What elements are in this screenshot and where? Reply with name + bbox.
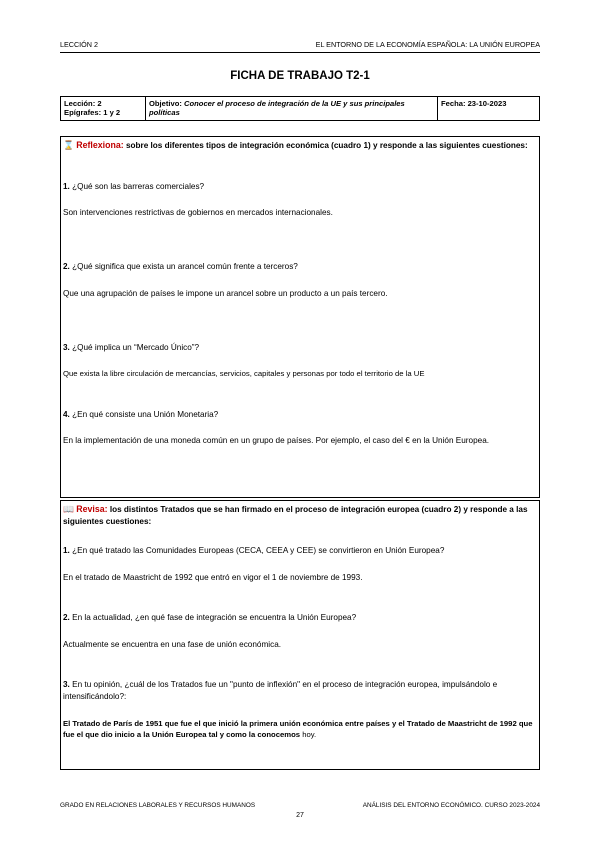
book-icon: 📖: [63, 504, 74, 514]
s1-q4-text: ¿En qué consiste una Unión Monetaria?: [72, 410, 219, 419]
page-header: [60, 40, 540, 53]
s1-question-3: [63, 342, 537, 354]
s2-answer-2: Actualmente se encuentra en una fase de unión económica.: [63, 640, 282, 649]
s1-answer-3: Que exista la libre circulación de mercancías, servicios, capitales y personas por todo el territorio de la UE: [63, 369, 425, 378]
reflexiona-section: [60, 136, 540, 498]
meta-table: [60, 96, 540, 121]
s2-answer-3-rest: hoy.: [300, 729, 317, 739]
s1-q2-number: 2.: [63, 262, 70, 271]
reflexiona-intro: [63, 139, 537, 152]
s2-answer-1: En el tratado de Maastricht de 1992 que entró en vigor el 1 de noviembre de 1993.: [63, 573, 363, 582]
hourglass-icon: ⌛: [63, 140, 74, 150]
s2-q2-text: En la actualidad, ¿en qué fase de integración se encuentra la Unión Europea?: [72, 613, 357, 622]
meta-objective-label: Objetivo:: [149, 99, 182, 108]
s1-question-1: [63, 181, 537, 193]
meta-objective-text: Conocer el proceso de integración de la UE y sus principales políticas: [149, 99, 405, 118]
s1-answer-4: En la implementación de una moneda común en un grupo de países. Por ejemplo, el caso del € en la Unión Europea.: [63, 436, 490, 445]
s1-question-4: [63, 409, 537, 421]
s2-question-2: [63, 612, 537, 624]
s1-answer-1: Son intervenciones restrictivas de gobiernos en mercados internacionales.: [63, 208, 333, 217]
revisa-heading: Revisa:: [76, 504, 108, 514]
meta-objective-cell: [146, 97, 438, 121]
s1-q1-number: 1.: [63, 182, 70, 191]
reflexiona-intro-text: sobre los diferentes tipos de integración económica (cuadro 1) y responde a las siguientes cuestiones:: [125, 141, 528, 150]
s2-q3-number: 3.: [63, 680, 70, 689]
s2-answer-3: [63, 719, 537, 741]
s2-question-1: [63, 545, 537, 557]
s1-question-2: [63, 261, 537, 273]
s2-question-3: [63, 679, 537, 702]
reflexiona-heading: Reflexiona:: [76, 140, 124, 150]
meta-lesson: Lección: 2: [64, 99, 102, 108]
revisa-intro-text: los distintos Tratados que se han firmado en el proceso de integración europea (cuadro 2) y responde a las siguientes cuestiones:: [63, 505, 528, 526]
meta-lesson-cell: [61, 97, 146, 121]
revisa-intro: [63, 503, 537, 527]
meta-date: Fecha: 23-10-2023: [441, 99, 507, 108]
s1-q3-text: ¿Qué implica un “Mercado Único”?: [72, 343, 200, 352]
s1-q2-text: ¿Qué significa que exista un arancel común frente a terceros?: [72, 262, 298, 271]
footer-course: ANÁLISIS DEL ENTORNO ECONÓMICO. CURSO 2023-2024: [362, 802, 540, 809]
s2-q1-number: 1.: [63, 546, 70, 555]
s2-answer-3-bold: El Tratado de París de 1951 que fue el que inició la primera unión económica entre países y el Tratado de Maastricht de 1992 que fue el que dio inicio a la Unión Europea tal y como la conocemos: [63, 719, 533, 739]
header-lesson: LECCIÓN 2: [60, 40, 98, 49]
s1-q1-text: ¿Qué son las barreras comerciales?: [72, 182, 205, 191]
s2-q3-text: En tu opinión, ¿cuál de los Tratados fue un "punto de inflexión" en el proceso de integración europea, impulsándolo e intensificándolo?:: [63, 680, 498, 701]
s1-q4-number: 4.: [63, 410, 70, 419]
s2-q1-text: ¿En qué tratado las Comunidades Europeas (CECA, CEEA y CEE) se convirtieron en Unión Europea?: [72, 546, 445, 555]
s1-q3-number: 3.: [63, 343, 70, 352]
header-topic: EL ENTORNO DE LA ECONOMÍA ESPAÑOLA: LA UNIÓN EUROPEA: [315, 40, 540, 49]
s2-q2-number: 2.: [63, 613, 70, 622]
revisa-section: [60, 500, 540, 770]
page-number: 27: [296, 812, 304, 819]
meta-epigraphs: Epígrafes: 1 y 2: [64, 108, 121, 118]
footer-degree: GRADO EN RELACIONES LABORALES Y RECURSOS HUMANOS: [60, 802, 256, 809]
worksheet-title: FICHA DE TRABAJO T2-1: [230, 70, 370, 82]
meta-date-cell: [438, 97, 540, 121]
s1-answer-2: Que una agrupación de países le impone un arancel sobre un producto a un país tercero.: [63, 289, 388, 298]
